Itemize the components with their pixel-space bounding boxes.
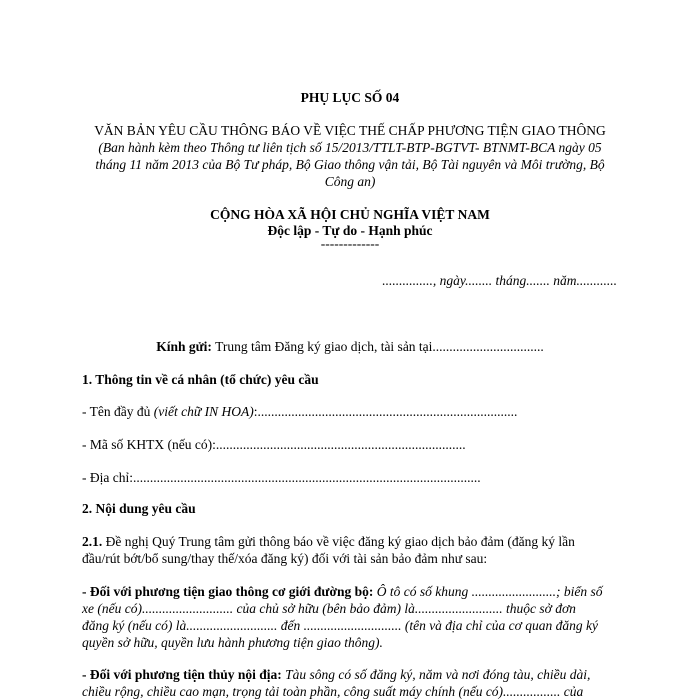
road-vehicle-line3: đăng ký (nếu có) là........................... đến ............................. (tên và địa chỉ của cơ quan đăng ký bbox=[82, 618, 598, 633]
section1-heading: 1. Thông tin về cá nhân (tổ chức) yêu cầu bbox=[82, 372, 319, 387]
issued-note-line3: Công an) bbox=[324, 174, 376, 189]
recipient-label: Kính gửi: bbox=[156, 339, 212, 354]
full-name-dots: :............................................................................. bbox=[253, 404, 518, 419]
road-vehicle-line2: xe (nếu có)........................... của chủ sở hữu (bên bảo đảm) là.......................... thuộc sở đơn bbox=[82, 601, 576, 616]
waterway-vehicle-label: - Đối với phương tiện thủy nội địa: bbox=[82, 667, 282, 682]
request-paragraph-line1 bbox=[82, 533, 622, 550]
section2-heading: 2. Nội dung yêu cầu bbox=[82, 501, 196, 516]
request-paragraph-number: 2.1. bbox=[82, 534, 103, 549]
waterway-vehicle-text1: Tàu sông có số đăng ký, năm và nơi đóng tàu, chiều dài, bbox=[285, 667, 591, 682]
address-field: - Địa chỉ:....................................................................................................... bbox=[82, 470, 481, 485]
tax-code-field: - Mã số KHTX (nếu có):.......................................................................... bbox=[82, 437, 466, 452]
full-name-hint: (viết chữ IN HOA) bbox=[153, 404, 254, 419]
issued-note-line2: tháng 11 năm 2013 của Bộ Tư pháp, Bộ Giao thông vận tải, Bộ Tài nguyên và Môi trường, Bộ bbox=[95, 157, 605, 172]
request-paragraph-line2: đầu/rút bớt/bổ sung/thay thế/xóa đăng ký) đối với tài sản bảo đảm như sau: bbox=[82, 551, 488, 566]
appendix-title: PHỤ LỤC SỐ 04 bbox=[300, 90, 400, 105]
recipient-value: Trung tâm Đăng ký giao dịch, tài sản tại................................. bbox=[215, 339, 544, 354]
motto-divider: ------------- bbox=[320, 236, 380, 251]
document-title: VĂN BẢN YÊU CẦU THÔNG BÁO VỀ VIỆC THẾ CHẤP PHƯƠNG TIỆN GIAO THÔNG bbox=[94, 123, 606, 138]
road-vehicle-text1: Ô tô có số khung .........................; biển số bbox=[376, 584, 603, 599]
waterway-vehicle-line2: chiều rộng, chiều cao mạn, trọng tải toàn phần, công suất máy chính (nếu có)................. của bbox=[82, 684, 584, 699]
date-line: ..............., ngày........ tháng....... năm............ bbox=[382, 273, 617, 288]
road-vehicle-line4: quyền sở hữu, quyền lưu hành phương tiện giao thông). bbox=[82, 635, 383, 650]
request-paragraph-text: Đề nghị Quý Trung tâm gửi thông báo về việc đăng ký giao dịch bảo đảm (đăng ký lần bbox=[105, 534, 575, 549]
full-name-label: - Tên đầy đủ bbox=[82, 404, 151, 419]
national-motto: Độc lập - Tự do - Hạnh phúc bbox=[267, 223, 433, 238]
full-name-field bbox=[82, 403, 622, 420]
country-name: CỘNG HÒA XÃ HỘI CHỦ NGHĨA VIỆT NAM bbox=[210, 207, 490, 222]
waterway-vehicle-line1 bbox=[82, 666, 622, 683]
road-vehicle-label: - Đối với phương tiện giao thông cơ giới đường bộ: bbox=[82, 584, 374, 599]
recipient-line bbox=[0, 338, 700, 355]
road-vehicle-line1 bbox=[82, 583, 622, 600]
issued-note-line1: (Ban hành kèm theo Thông tư liên tịch số 15/2013/TTLT-BTP-BGTVT- BTNMT-BCA ngày 05 bbox=[98, 140, 602, 155]
